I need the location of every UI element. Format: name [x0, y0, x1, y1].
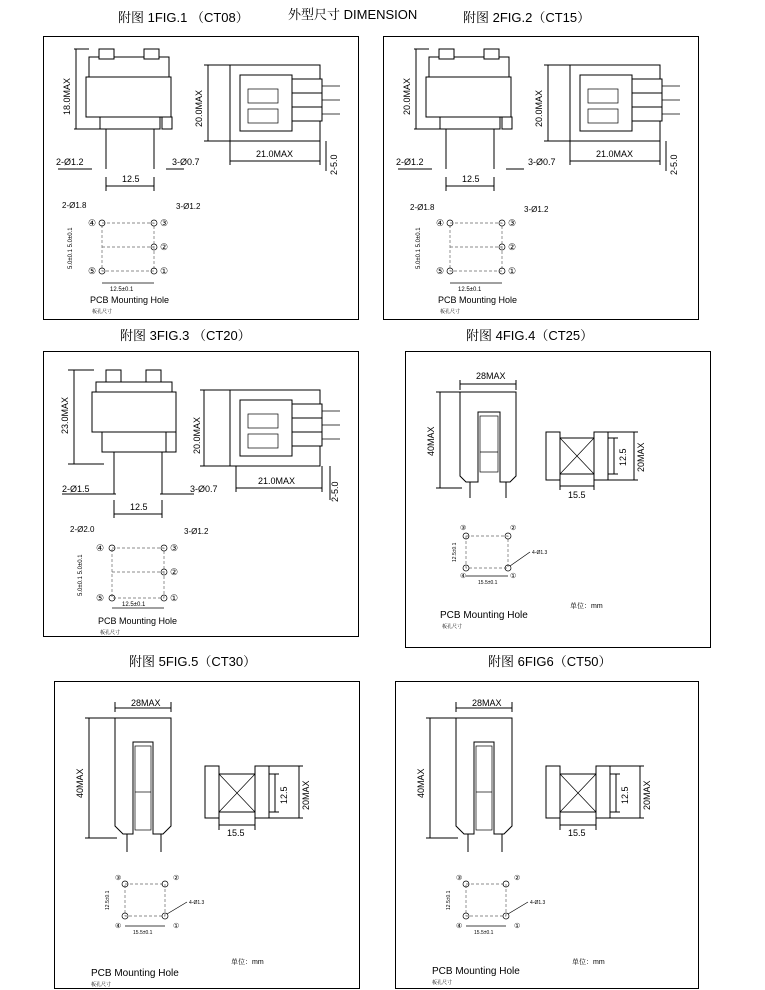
side-view: [546, 766, 652, 838]
pcb-subtitle: 板孔尺寸: [440, 309, 461, 315]
pcb-dia-2: 2-Ø2.0: [70, 525, 95, 534]
page-title: 外型尺寸 DIMENSION: [288, 7, 418, 22]
pin-label-4: ④: [88, 218, 97, 228]
dim-dia-left: 2-Ø1.2: [396, 157, 424, 167]
dim-depth: 2-5.0: [329, 154, 339, 175]
pcb-subtitle: 板孔尺寸: [91, 982, 112, 988]
dim-depth: 2-5.0: [330, 481, 340, 502]
figure-3-title: 附图 3FIG.3 （CT20）: [120, 328, 251, 343]
figure-6-frame: [395, 681, 699, 989]
figure-1-title: 附图 1FIG.1 （CT08）: [118, 10, 249, 25]
pin-label-3: ③: [508, 218, 517, 228]
dim-dia-right: 3-Ø0.7: [190, 484, 218, 494]
pin-label-3: ③: [456, 875, 463, 882]
side-view: [194, 65, 340, 175]
unit-label: 单位：mm: [570, 603, 603, 610]
pcb-title: PCB Mounting Hole: [90, 295, 170, 305]
pcb-dia-3: 3-Ø1.2: [184, 527, 209, 536]
pcb-title: PCB Mounting Hole: [432, 966, 520, 977]
pin-label-1: ①: [508, 266, 517, 276]
pcb-subtitle: 板孔尺寸: [92, 309, 113, 315]
pcb-title: PCB Mounting Hole: [91, 968, 179, 979]
dim-pitch: 12.5: [130, 502, 148, 512]
pin-label-2: ②: [170, 567, 179, 577]
front-view: [56, 49, 200, 191]
unit-label: 单位：mm: [572, 959, 605, 966]
pin-label-4: ④: [115, 923, 122, 930]
pcb-mounting-hole: [440, 524, 603, 630]
dim-height: 40MAX: [75, 768, 85, 798]
pin-label-2: ②: [160, 242, 169, 252]
pin-label-3: ③: [460, 525, 467, 532]
pcb-mounting-hole: [91, 874, 264, 988]
pcb-vpitch: 12.5±0.1: [452, 542, 458, 562]
side-view: [205, 766, 311, 838]
figure-5-drawing: [55, 682, 361, 990]
pin-label-5: ⑤: [88, 266, 97, 276]
dim-side-height: 20MAX: [301, 780, 311, 810]
pcb-dia: 4-Ø1.3: [530, 900, 546, 906]
pcb-subtitle: 板孔尺寸: [100, 630, 121, 636]
pcb-title: PCB Mounting Hole: [440, 610, 528, 621]
dim-pitch: 15.5: [227, 828, 245, 838]
pin-label-5: ⑤: [96, 593, 105, 603]
dim-side-height: 20.0MAX: [534, 89, 544, 127]
figure-5-title: 附图 5FIG.5（CT30）: [129, 654, 257, 669]
dim-pitch: 15.5: [568, 490, 586, 500]
pcb-title: PCB Mounting Hole: [98, 616, 178, 626]
pcb-dia: 4-Ø1.3: [532, 550, 548, 556]
dim-dia-right: 3-Ø0.7: [528, 157, 556, 167]
figure-4-drawing: [406, 352, 712, 649]
dim-side-height: 20.0MAX: [194, 89, 204, 127]
pcb-vpitch: 5.0±0.1 5.0±0.1: [416, 227, 422, 269]
pcb-vpitch: 5.0±0.1 5.0±0.1: [68, 227, 74, 269]
pin-label-1: ①: [170, 593, 179, 603]
pcb-dia: 4-Ø1.3: [189, 900, 205, 906]
figure-6-drawing: [396, 682, 700, 990]
figure-4-title: 附图 4FIG.4（CT25）: [466, 328, 594, 343]
pin-label-4: ④: [436, 218, 445, 228]
pcb-pitch: 12.5±0.1: [110, 287, 134, 293]
pcb-dia-2: 2-Ø1.8: [62, 201, 87, 210]
pcb-pitch: 15.5±0.1: [474, 930, 494, 936]
dim-depth: 2-5.0: [669, 154, 679, 175]
pin-label-2: ②: [173, 875, 180, 882]
dim-height: 40MAX: [426, 426, 436, 456]
dim-height: 20.0MAX: [402, 77, 412, 115]
pcb-dia-3: 3-Ø1.2: [176, 202, 201, 211]
pin-label-4: ④: [460, 573, 467, 580]
pcb-pitch: 12.5±0.1: [458, 287, 482, 293]
figure-2-title: 附图 2FIG.2（CT15）: [463, 10, 591, 25]
figure-6-title: 附图 6FIG6（CT50）: [488, 654, 612, 669]
dim-width: 21.0MAX: [256, 149, 294, 159]
pin-label-3: ③: [170, 543, 179, 553]
pin-label-4: ④: [456, 923, 463, 930]
dim-top-width: 28MAX: [476, 371, 506, 381]
dim-inner: 12.5: [279, 786, 289, 804]
front-view: [416, 698, 512, 852]
front-view: [426, 371, 516, 498]
pin-label-4: ④: [96, 543, 105, 553]
pcb-vpitch: 12.5±0.1: [105, 890, 111, 910]
dim-side-height: 20MAX: [636, 442, 646, 472]
figure-3-drawing: [44, 352, 360, 638]
dim-height: 40MAX: [416, 768, 426, 798]
dim-inner: 12.5: [618, 448, 628, 466]
dim-height: 18.0MAX: [62, 77, 72, 115]
figure-2-drawing: [384, 37, 700, 321]
dim-side-height: 20MAX: [642, 780, 652, 810]
dim-height: 23.0MAX: [60, 396, 70, 434]
pcb-subtitle: 板孔尺寸: [442, 624, 463, 630]
dim-top-width: 28MAX: [131, 698, 161, 708]
pin-label-1: ①: [514, 923, 521, 930]
dim-side-height: 20.0MAX: [192, 416, 202, 454]
pcb-vpitch: 12.5±0.1: [446, 890, 452, 910]
dim-dia-left: 2-Ø1.2: [56, 157, 84, 167]
pcb-vpitch: 5.0±0.1 5.0±0.1: [78, 554, 84, 596]
dim-width: 21.0MAX: [258, 476, 296, 486]
pin-label-3: ③: [160, 218, 169, 228]
dim-dia-left: 2-Ø1.5: [62, 484, 90, 494]
pin-label-1: ①: [173, 923, 180, 930]
pin-label-1: ①: [160, 266, 169, 276]
dim-pitch: 15.5: [568, 828, 586, 838]
side-view: [546, 432, 646, 500]
pin-label-2: ②: [514, 875, 521, 882]
unit-label: 单位：mm: [231, 959, 264, 966]
dim-pitch: 12.5: [462, 174, 480, 184]
pcb-mounting-hole: [62, 201, 201, 315]
dim-pitch: 12.5: [122, 174, 140, 184]
side-view: [534, 65, 680, 175]
pin-label-1: ①: [510, 573, 517, 580]
pcb-mounting-hole: [432, 874, 605, 986]
figure-5-frame: [54, 681, 360, 989]
pcb-subtitle: 板孔尺寸: [432, 980, 453, 986]
dim-dia-right: 3-Ø0.7: [172, 157, 200, 167]
front-view: [396, 49, 556, 191]
pcb-pitch: 12.5±0.1: [122, 602, 146, 608]
figure-3-frame: [43, 351, 359, 637]
front-view: [75, 698, 171, 852]
pin-label-2: ②: [508, 242, 517, 252]
pin-label-3: ③: [115, 875, 122, 882]
dim-inner: 12.5: [620, 786, 630, 804]
pcb-dia-3: 3-Ø1.2: [524, 205, 549, 214]
pcb-pitch: 15.5±0.1: [133, 930, 153, 936]
figure-1-frame: [43, 36, 359, 320]
pcb-title: PCB Mounting Hole: [438, 295, 518, 305]
dim-width: 21.0MAX: [596, 149, 634, 159]
figure-4-frame: [405, 351, 711, 648]
pcb-mounting-hole: [70, 525, 209, 636]
dim-top-width: 28MAX: [472, 698, 502, 708]
pin-label-5: ⑤: [436, 266, 445, 276]
pin-label-2: ②: [510, 525, 517, 532]
pcb-dia-2: 2-Ø1.8: [410, 203, 435, 212]
pcb-mounting-hole: [410, 203, 549, 315]
figure-1-drawing: [44, 37, 360, 321]
figure-2-frame: [383, 36, 699, 320]
pcb-pitch: 15.5±0.1: [478, 580, 498, 586]
